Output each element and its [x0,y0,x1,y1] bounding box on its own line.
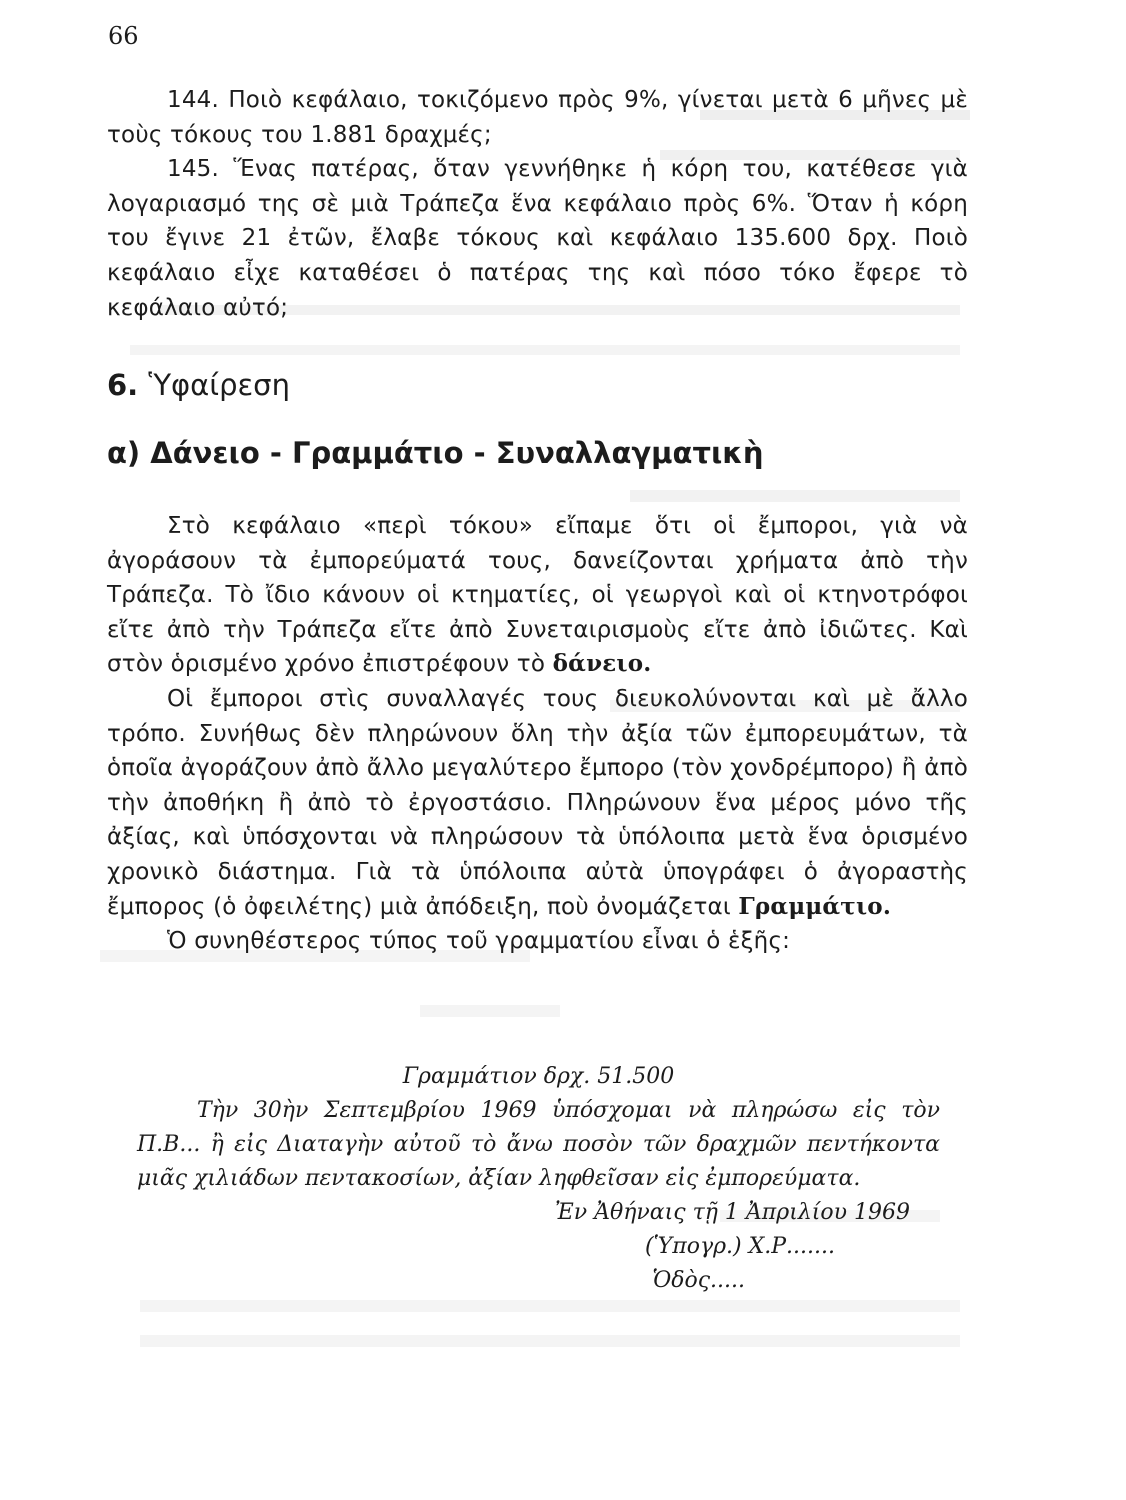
exercise-145 [107,152,968,325]
exercise-144 [107,83,968,152]
note-place-date: Ἐν Ἀθήναις τῇ 1 Ἀπριλίου 1969 [554,1200,910,1225]
paragraph-text: Στὸ κεφάλαιο «περὶ τόκου» εἴπαμε ὅτι οἱ ἔμποροι, γιὰ νὰ ἀγοράσουν τὰ ἐμπορεύματά τους, δανείζονται χρήματα ἀπὸ τὴν Τράπεζα. Τὸ ἴδιο κάνουν οἱ κτηματίες, οἱ γεωργοὶ καὶ οἱ κτηνοτρόφοι εἴτε ἀπὸ τὴν Τράπεζα εἴτε ἀπὸ Συνεταιρισμοὺς εἴτε ἀπὸ ἰδιῶτες. Καὶ στὸν ὁρισμένο χρόνο ἐπιστρέφουν τὸ [107,513,968,678]
exercise-text: Ποιὸ κεφάλαιο, τοκιζόμενο πρὸς 9%, γίνεται μετὰ 6 μῆνες μὲ τοὺς τόκους του 1.881 δραχμές; [107,87,969,148]
exercise-text: Ἕνας πατέρας, ὅταν γεννήθηκε ἡ κόρη του, κατέθεσε γιὰ λογαριασμό της σὲ μιὰ Τράπεζα ἕνα κεφάλαιο πρὸς 6%. Ὅταν ἡ κόρη του ἔγινε 21 ἐτῶν, ἔλαβε τόκους καὶ κεφάλαιο 135.600 δρχ. Ποιὸ κεφάλαιο εἶχε καταθέσει ὁ πατέρας της καὶ πόσο τόκο ἔφερε τὸ κεφάλαιο αὐτό; [107,156,969,321]
note-signature: (Ὑπογρ.) Χ.Ρ....... [644,1234,835,1259]
subsection-title: Δάνειο - Γραμμάτιο - Συναλλαγματικὴ [150,436,764,470]
paragraph-text: Οἱ ἔμποροι στὶς συναλλαγές τους διευκολύνονται καὶ μὲ ἄλλο τρόπο. Συνήθως δὲν πληρώνουν ὅλη τὴν ἀξία τῶν ἐμπορευμάτων, τὰ ὁποῖα ἀγοράζουν ἀπὸ ἄλλο μεγαλύτερο ἔμπορο (τὸν χονδρέμπορο) ἢ ἀπὸ τὴν ἀποθήκη ἢ ἀπὸ τὸ ἐργοστάσιο. Πληρώνουν ἕνα μέρος μόνο τῆς ἀξίας, καὶ ὑπόσχονται νὰ πληρώσουν τὰ ὑπόλοιπα μετὰ ἕνα ὁρισμένο χρονικὸ διάστημα. Γιὰ τὰ ὑπόλοιπα αὐτὰ ὑπογράφει ὁ ἀγοραστὴς ἔμπορος (ὁ ὀφειλέτης) μιὰ ἀπόδειξη, ποὺ ὀνομάζεται [107,685,968,920]
exercise-list [107,83,968,325]
note-street: Ὁδὸς..... [652,1268,745,1293]
term-loan: δάνειο. [552,650,652,678]
body-text [107,509,968,959]
note-body: Τὴν 30ὴν Σεπτεμβρίου 1969 ὑπόσχομαι νὰ πληρώσω εἰς τὸν Π.Β... ἢ εἰς Διαταγὴν αὐτοῦ τὸ ἄνω ποσὸν τῶν δραχμῶν πεντήκοντα μιᾶς χιλιάδων πεντακοσίων, ἀξίαν ληφθεῖσαν εἰς ἐμπορεύματα. [137,1098,940,1191]
promissory-note-example [137,1060,940,1298]
subsection-label: α) [107,436,141,470]
page-number: 66 [108,22,139,50]
section-number: 6. [107,368,139,402]
paragraph-promissory [107,682,968,924]
section-title: Ὑφαίρεση [148,368,290,402]
note-heading: Γραμμάτιον δρχ. 51.500 [402,1064,675,1089]
term-promissory-note: Γραμμάτιο. [738,892,892,920]
exercise-number: 144. [167,87,220,113]
paragraph-loan [107,509,968,682]
section-heading [107,368,290,402]
paragraph-form-intro: Ὁ συνηθέστερος τύπος τοῦ γραμματίου εἶναι ὁ ἑξῆς: [167,928,791,955]
exercise-number: 145. [167,156,220,183]
subsection-heading [107,436,764,470]
